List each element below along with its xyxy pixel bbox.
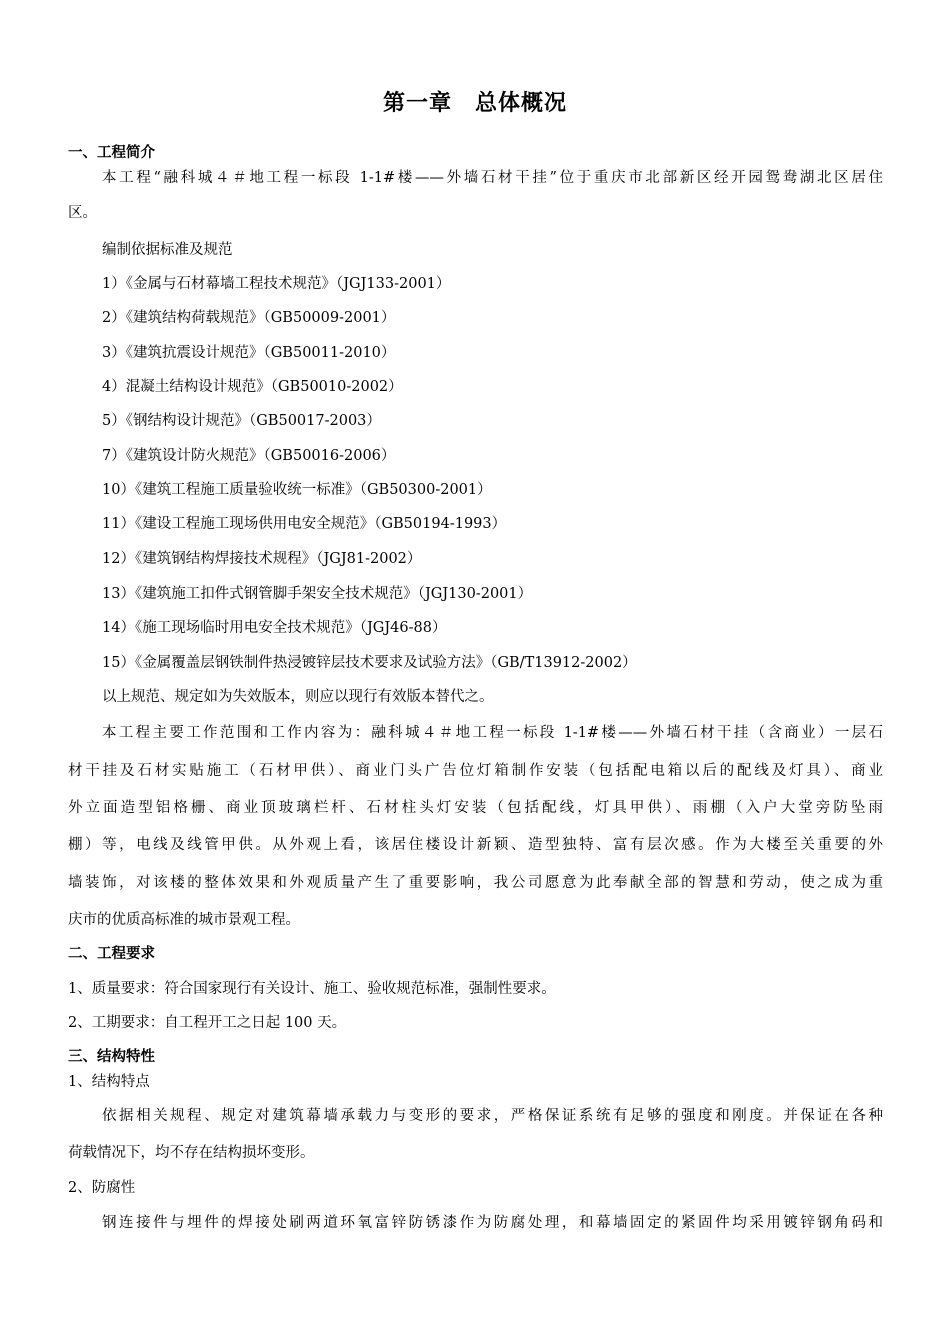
section-heading-requirements: 二、工程要求 [68,946,155,962]
standard-item: 7）《建筑设计防火规范》（GB50016-2006） [102,448,396,464]
schedule-requirement: 2、工期要求：自工程开工之日起 100 天。 [68,1015,347,1031]
standard-item: 14）《施工现场临时用电安全技术规范》（JGJ46-88） [102,620,447,636]
section-heading-structure: 三、结构特性 [68,1049,155,1065]
structure-paragraph-line: 荷载情况下，均不存在结构损坏变形。 [68,1145,315,1161]
standard-item: 2）《建筑结构荷载规范》（GB50009-2001） [102,310,396,326]
scope-paragraph-line: 棚）等，电线及线管甲供。从外观上看，该居住楼设计新颖、造型独特、富有层次感。作为大楼至关重要的外 [68,837,883,853]
scope-paragraph-line: 墙装饰，对该楼的整体效果和外观质量产生了重要影响，我公司愿意为此奉献全部的智慧和劳动，使之成为重 [68,875,883,891]
quality-requirement: 1、质量要求：符合国家现行有关设计、施工、验收规范标准，强制性要求。 [68,981,556,997]
structure-paragraph-line: 依据相关规程、规定对建筑幕墙承载力与变形的要求，严格保证系统有足够的强度和刚度。并保证在各种 [102,1108,883,1124]
standards-heading: 编制依据标准及规范 [102,242,233,258]
subsection-heading: 1、结构特点 [68,1074,150,1090]
scope-paragraph-line: 庆市的优质高标准的城市景观工程。 [68,912,300,928]
chapter-title: 第一章 总体概况 [382,91,567,116]
standard-item: 3）《建筑抗震设计规范》（GB50011-2010） [102,345,396,361]
intro-paragraph-line: 本工程“融科城４＃地工程一标段 1-1#楼——外墙石材干挂”位于重庆市北部新区经开园鸳鸯湖北区居住 [102,170,883,186]
replacement-note: 以上规范、规定如为失效版本，则应以现行有效版本替代之。 [102,689,494,705]
section-heading-overview: 一、工程简介 [68,145,155,161]
standard-item: 15）《金属覆盖层钢铁制件热浸镀锌层技术要求及试验方法》（GB/T13912-2002） [102,655,637,671]
standard-item: 5）《钢结构设计规范》（GB50017-2003） [102,413,381,429]
standard-item: 13）《建筑施工扣件式钢管脚手架安全技术规范》（JGJ130-2001） [102,586,533,602]
scope-paragraph-line: 材干挂及石材实贴施工（石材甲供）、商业门头广告位灯箱制作安装（包括配电箱以后的配线及灯具）、商业 [68,763,883,779]
intro-paragraph-line: 区。 [68,205,97,221]
scope-paragraph-line: 外立面造型铝格栅、商业顶玻璃栏杆、石材柱头灯安装（包括配线，灯具甲供）、雨棚（入户大堂旁防坠雨 [68,800,883,816]
standard-item: 10）《建筑工程施工质量验收统一标准》（GB50300-2001） [102,482,492,498]
standard-item: 11）《建设工程施工现场供用电安全规范》（GB50194-1993） [102,516,507,532]
scope-paragraph-line: 本工程主要工作范围和工作内容为：融科城４＃地工程一标段 1-1#楼——外墙石材干挂（含商业）一层石 [102,725,883,741]
corrosion-paragraph-line: 钢连接件与埋件的焊接处刷两道环氧富锌防锈漆作为防腐处理，和幕墙固定的紧固件均采用镀锌钢角码和 [102,1215,883,1231]
standard-item: 4）混凝土结构设计规范》（GB50010-2002） [102,379,403,395]
subsection-heading: 2、防腐性 [68,1180,136,1196]
standard-item: 12）《建筑钢结构焊接技术规程》（JGJ81-2002） [102,551,422,567]
standard-item: 1）《金属与石材幕墙工程技术规范》（JGJ133-2001） [102,276,451,292]
